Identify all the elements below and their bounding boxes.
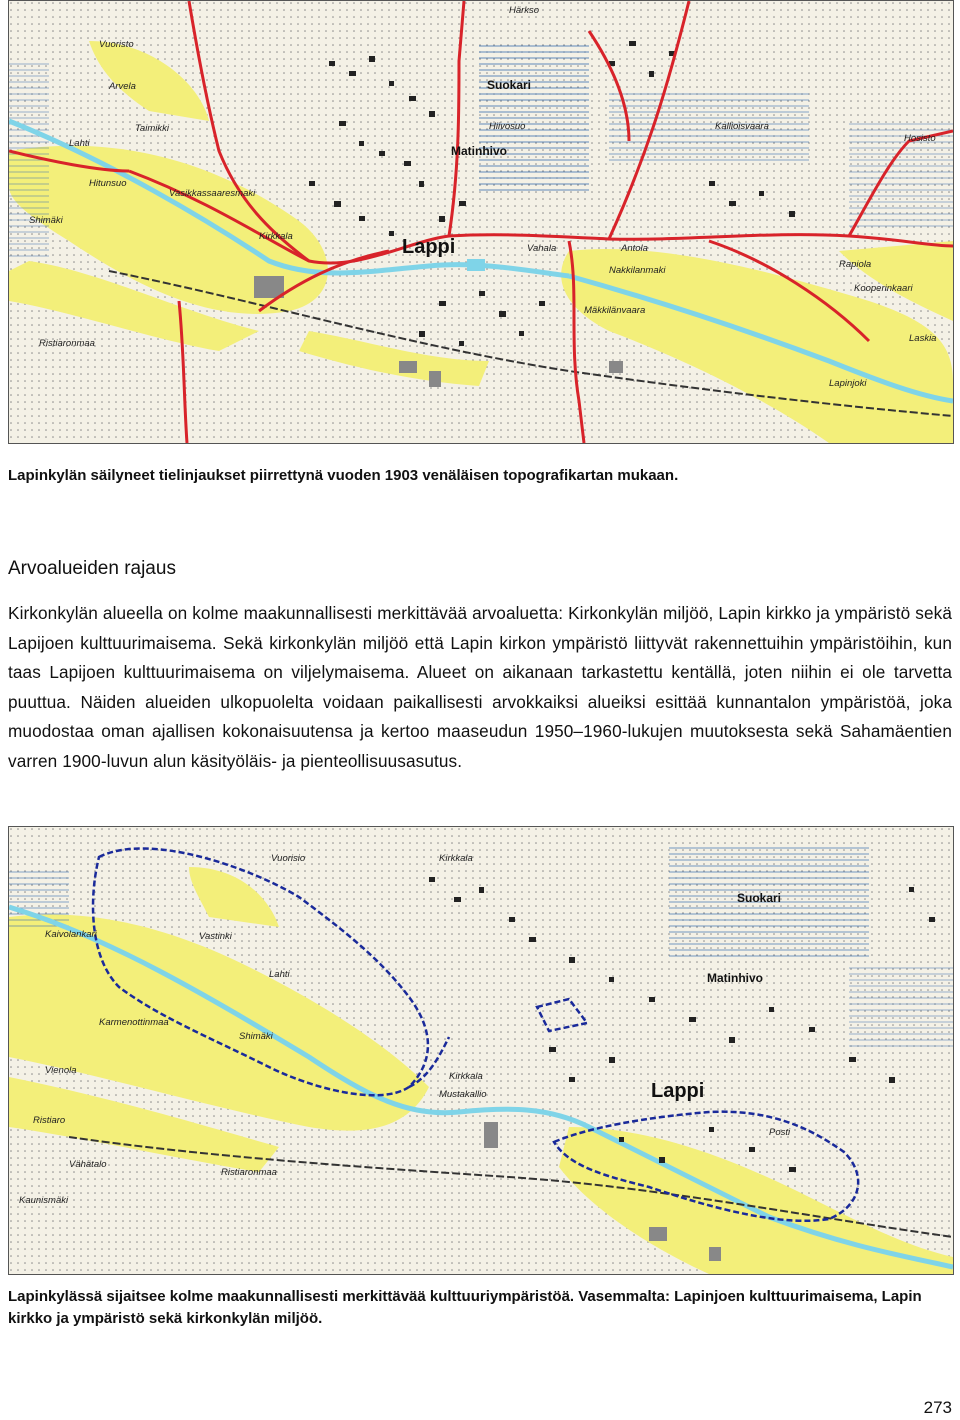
map-label: Antola [621,243,648,254]
town-label: Lappi [651,1080,705,1102]
map-label: Rapiola [839,259,872,270]
map-label: Kirkkala [439,853,473,864]
map-label: Vuoristo [99,39,134,50]
page-number: 273 [923,1398,952,1417]
map-label: Vastinki [199,931,232,942]
map-label: Vienola [45,1065,77,1076]
map-label: Kaivolankari [45,929,97,940]
map-label: Mustakallio [439,1089,487,1100]
map-cultural-environments [8,826,954,1275]
map-label: Ristiaronmaa [221,1167,277,1178]
map-label: Laskia [909,333,937,344]
map-label: Kooperinkaari [854,283,913,294]
map-label: Kirkkala [259,231,293,242]
map-label: Posti [769,1127,791,1138]
map-label: Hosisto [904,133,936,144]
map-label: Vahala [527,243,557,254]
pond [467,259,485,271]
map-label: Vähätalo [69,1159,107,1170]
map-label: Ristiaronmaa [39,338,95,349]
map-label: Kaunismäki [19,1195,69,1206]
map-label: Nakkilanmaki [609,265,666,276]
map-label: Mäkkilänvaara [584,305,646,316]
map-label: Härkso [509,5,540,16]
map-label: Suokari [737,891,782,905]
map-label: Kirkkala [449,1071,483,1082]
marsh-area [849,121,953,231]
marsh-area [479,41,589,191]
marsh-area [609,91,809,161]
map-label: Lahti [69,138,90,149]
map-label: Vuorisio [271,853,306,864]
map-label: Vasikkassaaresmaki [169,188,256,199]
map-label: Karmenottinmaa [99,1017,169,1028]
map-label: Shimäki [239,1031,273,1042]
map-label: Hitunsuo [89,178,127,189]
map-label: Kallioisvaara [715,121,769,132]
map-label: Matinhivo [451,144,507,158]
figure-caption-1: Lapinkylän säilyneet tielinjaukset piirrettynä vuoden 1903 venäläisen topografikartan mukaan. [8,467,679,484]
section-heading: Arvoalueiden rajaus [8,558,176,579]
marsh-area [9,61,49,261]
map-label: Hiivosuo [489,121,526,132]
map-label: Suokari [487,78,532,92]
map-label: Arvela [109,81,136,92]
map-label: Lapinjoki [829,378,867,389]
body-paragraph: Kirkonkylän alueella on kolme maakunnallisesti merkittävää arvoaluetta: Kirkonkylän miljöö, Lapin kirkko ja ympäristö sekä Lapijoen kulttuurimaisema. Sekä kirkonkylän miljöö että Lapin kirkon ympäristö liittyvät rakennettuihin ympäristöihin, kun taas Lapijoen kulttuurimaisema on viljelymaisema. Alueet on aikanaan tarkastettu kentällä, joten niihin ei ole tarvetta puuttua. Näiden alueiden ulkopuolelta voidaan paikallisesti arvokkaiksi alueiksi esittää kunnantalon ympäristöä, joka muodostaa oman ajallisen kokonaisuutensa ja kertoo maaseudun 1950–1960-lukujen muutoksesta sekä Sahamäentien varren 1900-luvun alun käsityöläis- ja pienteollisuusasutus. [8,603,952,771]
map-label: Taimikki [135,123,169,134]
marsh-area [849,967,953,1047]
map-label: Shimäki [29,215,63,226]
map-label: Lahti [269,969,290,980]
map-label: Matinhivo [707,971,763,985]
town-label: Lappi [402,236,456,258]
map-label: Ristiaro [33,1115,66,1126]
topographic-map-1903-roads [8,0,954,444]
figure-caption-2: Lapinkylässä sijaitsee kolme maakunnallisesti merkittävää kulttuuriympäristöä. Vasemmalta: Lapinjoen kulttuurimaisema, Lapin kirkko ja ympäristö sekä kirkonkylän miljöö. [8,1288,922,1327]
